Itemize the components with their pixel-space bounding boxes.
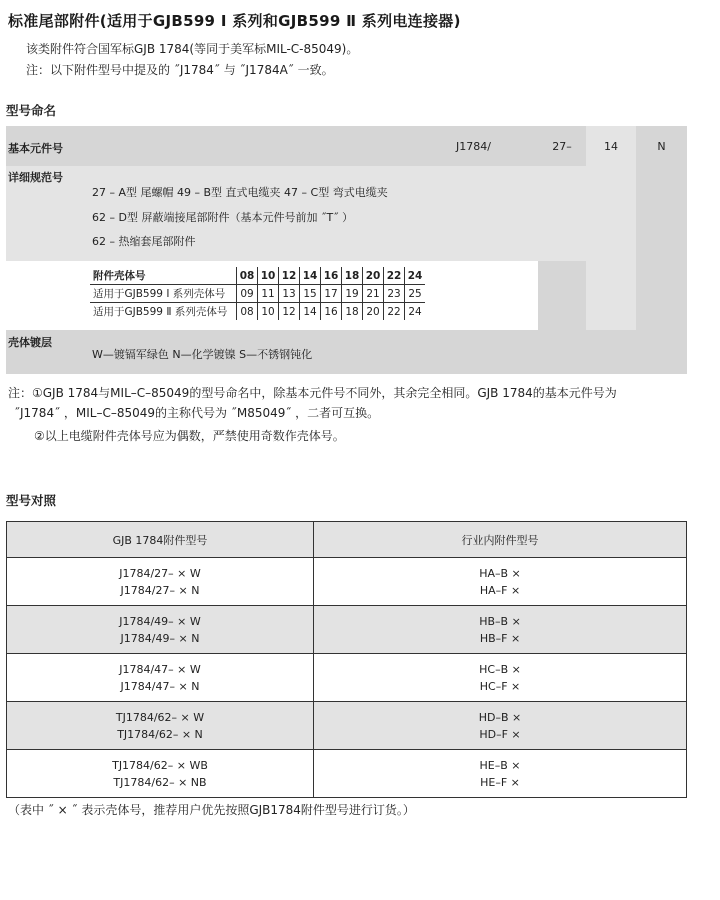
shell-size-table (90, 267, 425, 320)
shell-cell: 10 (258, 303, 279, 321)
shell-cell: 14 (300, 303, 321, 321)
code-part-shell: 14 (604, 140, 618, 153)
comparison-table (6, 521, 687, 798)
industry-model: HA–B × (479, 566, 521, 580)
gjb-model: TJ1784/62– × NB (113, 775, 207, 789)
basic-label: 基本元件号 (8, 142, 63, 155)
shell-row-label: 适用于GJB599 Ⅰ 系列壳体号 (90, 285, 237, 303)
table-row (7, 606, 687, 654)
note-line: 注：①GJB 1784与MIL–C–85049的型号命名中，除基本元件号不同外，其余完全相同。GJB 1784的基本元件号为 (8, 386, 617, 400)
shell-cell: 13 (279, 285, 300, 303)
shell-cell: 22 (384, 267, 405, 285)
shell-cell: 25 (405, 285, 426, 303)
header-industry: 行业内附件型号 (314, 522, 687, 558)
gjb-model: TJ1784/62– × W (115, 710, 205, 724)
industry-model: HC–F × (479, 679, 521, 693)
shell-cell: 12 (279, 303, 300, 321)
header-gjb: GJB 1784附件型号 (7, 522, 314, 558)
gjb-model: J1784/47– × W (119, 662, 201, 676)
shell-cell: 16 (321, 267, 342, 285)
shell-cell: 24 (405, 303, 426, 321)
gjb-model: J1784/27– × N (120, 583, 200, 597)
shell-cell: 16 (321, 303, 342, 321)
shell-cell: 15 (300, 285, 321, 303)
industry-model: HB–F × (479, 631, 521, 645)
spec-line: 62 – D型 屏蔽端接尾部附件（基本元件号前加 ˝T˝ ） (92, 211, 354, 224)
note-line: ②以上电缆附件壳体号应为偶数，严禁使用奇数作壳体号。 (34, 429, 345, 443)
gjb-model: J1784/49– × W (119, 614, 201, 628)
table-row (7, 558, 687, 606)
spec-label: 详细规范号 (8, 171, 63, 184)
table-row (7, 702, 687, 750)
spec-line: 62 – 热缩套尾部附件 (92, 235, 196, 248)
industry-model: HB–B × (479, 614, 521, 628)
page-title: 标准尾部附件(适用于GJB599 Ⅰ 系列和GJB599 Ⅱ 系列电连接器) (8, 12, 461, 30)
shell-cell: 09 (237, 285, 258, 303)
plating-label: 壳体镀层 (8, 336, 52, 349)
shell-cell: 10 (258, 267, 279, 285)
section-title-naming: 型号命名 (6, 103, 57, 118)
shell-cell: 12 (279, 267, 300, 285)
industry-model: HD–B × (478, 710, 522, 724)
shell-row-label: 附件壳体号 (93, 270, 146, 282)
industry-model: HC–B × (479, 662, 521, 676)
plating-options: W—镀镉军绿色 N—化学镀镍 S—不锈钢钝化 (92, 348, 313, 361)
gjb-model: J1784/47– × N (120, 679, 200, 693)
section-title-comparison: 型号对照 (6, 493, 57, 508)
industry-model: HE–F × (480, 775, 520, 789)
plating-column-band (636, 126, 687, 374)
shell-cell: 18 (342, 267, 363, 285)
shell-cell: 23 (384, 285, 405, 303)
industry-model: HE–B × (479, 758, 521, 772)
intro-note: 注：以下附件型号中提及的 ˝J1784˝ 与 ˝J1784A˝ 一致。 (26, 63, 334, 77)
table-row (7, 654, 687, 702)
gjb-model: J1784/49– × N (120, 631, 200, 645)
spec-line: 27 – A型 尾螺帽 49 – B型 直式电缆夹 47 – C型 弯式电缆夹 (92, 186, 388, 199)
shell-cell: 20 (363, 267, 384, 285)
industry-model: HD–F × (479, 727, 521, 741)
shell-cell: 11 (258, 285, 279, 303)
shell-cell: 18 (342, 303, 363, 321)
gjb-model: TJ1784/62– × WB (112, 758, 208, 772)
shell-cell: 22 (384, 303, 405, 321)
table-header-row (7, 522, 687, 558)
footnote: （表中 ˝ × ˝ 表示壳体号，推荐用户优先按照GJB1784附件型号进行订货。） (8, 803, 415, 817)
naming-diagram (6, 126, 687, 374)
shell-cell: 08 (237, 267, 258, 285)
shell-cell: 19 (342, 285, 363, 303)
code-part-basic: J1784/ (456, 140, 491, 153)
gjb-model: TJ1784/62– × N (117, 727, 203, 741)
shell-row-label: 适用于GJB599 Ⅱ 系列壳体号 (90, 303, 237, 321)
shell-cell: 21 (363, 285, 384, 303)
industry-model: HA–F × (479, 583, 521, 597)
note-line: ˝J1784˝ ，MIL–C–85049的主称代号为 ˝M85049˝ ，二者可互换。 (14, 406, 380, 420)
code-part-plating: N (657, 140, 666, 153)
shell-cell: 20 (363, 303, 384, 321)
shell-cell: 14 (300, 267, 321, 285)
shell-cell: 17 (321, 285, 342, 303)
gjb-model: J1784/27– × W (119, 566, 201, 580)
intro-line: 该类附件符合国军标GJB 1784(等同于美军标MIL-C-85049)。 (26, 42, 359, 56)
shell-cell: 24 (405, 267, 426, 285)
shell-cell: 08 (237, 303, 258, 321)
table-row (7, 750, 687, 798)
code-part-spec: 27– (552, 140, 572, 153)
